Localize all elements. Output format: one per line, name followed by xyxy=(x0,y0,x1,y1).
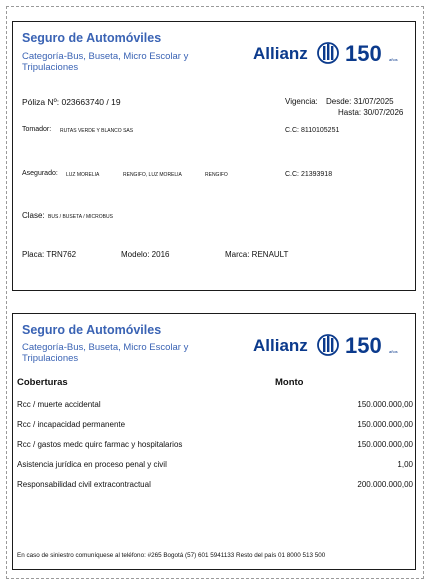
allianz-logo xyxy=(253,40,403,66)
asegurado-label: Asegurado: xyxy=(22,170,58,177)
poliza-number: Póliza Nº: 023663740 / 19 xyxy=(22,97,121,107)
col-header-coberturas: Coberturas xyxy=(17,377,68,388)
tomador-value: RUTAS VERDE Y BLANCO SAS xyxy=(60,128,134,134)
card-subtitle: Categoría-Bus, Buseta, Micro Escolar y Tripulaciones xyxy=(22,51,189,73)
asegurado-name-1: LUZ MORELIA xyxy=(66,172,100,178)
coverage-name: Responsabilidad civil extracontractual xyxy=(17,480,151,489)
brand-name: Allianz xyxy=(253,336,308,355)
coverage-amount: 1,00 xyxy=(397,460,413,469)
tomador-cc: C.C: 8110105251 xyxy=(285,127,340,134)
card-subtitle: Categoría-Bus, Buseta, Micro Escolar y Tripulaciones xyxy=(22,342,189,364)
coverage-name: Rcc / incapacidad permanente xyxy=(17,420,126,429)
clase-value: BUS / BUSETA / MICROBUS xyxy=(48,214,113,220)
clase-label: Clase: xyxy=(22,211,45,220)
coverage-amount: 200.000.000,00 xyxy=(357,480,413,489)
col-header-monto: Monto xyxy=(275,377,304,388)
brand-name: Allianz xyxy=(253,44,308,63)
asegurado-name-3: RENGIFO xyxy=(205,172,228,178)
marca: Marca: RENAULT xyxy=(225,250,289,259)
anniversary-suffix: años xyxy=(389,57,398,62)
anniversary-suffix: años xyxy=(389,349,398,354)
asegurado-name-2: RENGIFO, LUZ MORELIA xyxy=(123,172,182,178)
footer-contact: En caso de siniestro comuníquese al teléfono: #265 Bogotá (57) 601 5941133 Resto del país 01 8000 513 500 xyxy=(17,552,326,559)
coverage-amount: 150.000.000,00 xyxy=(357,420,413,429)
coverage-name: Asistencia jurídica en proceso penal y civil xyxy=(17,460,167,469)
vigencia-label: Vigencia: xyxy=(285,97,318,106)
card-title: Seguro de Automóviles xyxy=(22,31,162,45)
modelo: Modelo: 2016 xyxy=(121,250,170,259)
policy-card xyxy=(12,21,416,291)
anniversary-number: 150 xyxy=(345,41,382,66)
vigencia-hasta: Hasta: 30/07/2026 xyxy=(338,108,404,117)
allianz-logo xyxy=(253,332,403,358)
coverage-amount: 150.000.000,00 xyxy=(357,400,413,409)
anniversary-number: 150 xyxy=(345,333,382,358)
coverage-name: Rcc / gastos medc quirc farmac y hospitalarios xyxy=(17,440,183,449)
vigencia-desde: Desde: 31/07/2025 xyxy=(326,97,394,106)
coverage-amount: 150.000.000,00 xyxy=(357,440,413,449)
coverage-card xyxy=(12,313,416,570)
coverage-name: Rcc / muerte accidental xyxy=(17,400,101,409)
card-title: Seguro de Automóviles xyxy=(22,323,162,337)
tomador-label: Tomador: xyxy=(22,126,52,133)
placa: Placa: TRN762 xyxy=(22,250,77,259)
asegurado-cc: C.C: 21393918 xyxy=(285,171,333,178)
